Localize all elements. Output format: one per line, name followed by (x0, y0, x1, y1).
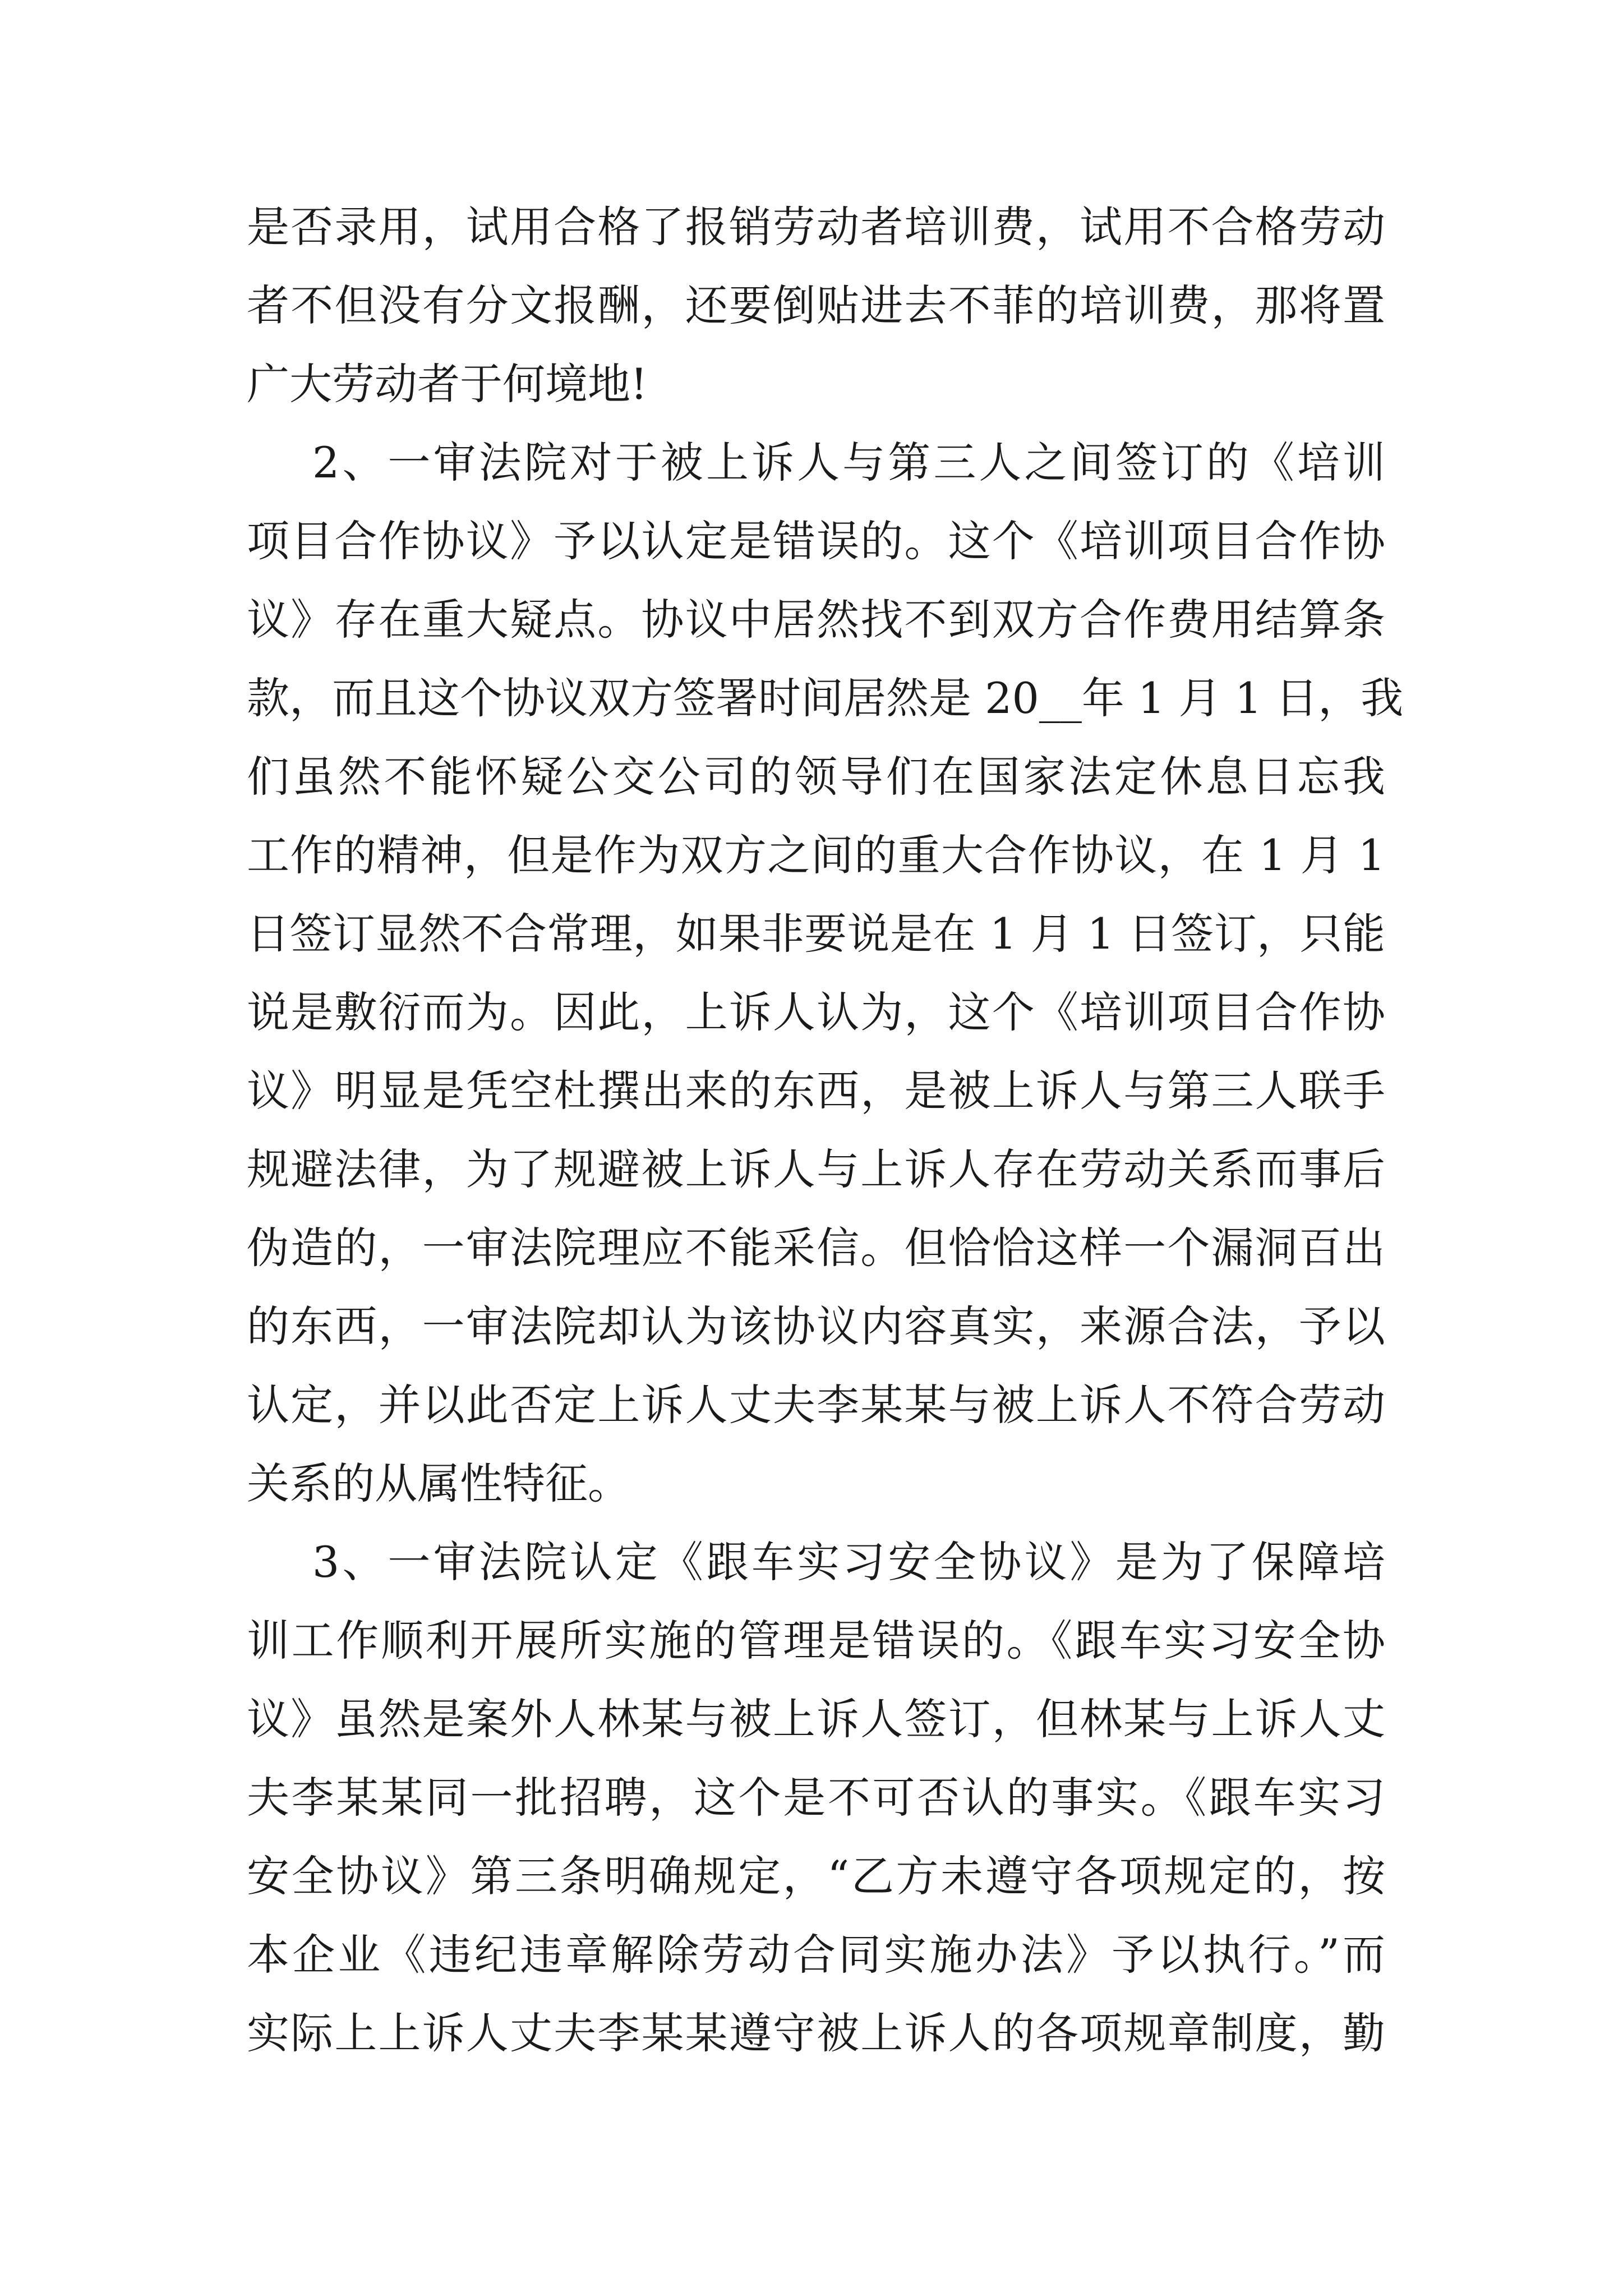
text-line: 训工作顺利开展所实施的管理是错误的。《跟车实习安全协 (247, 1616, 1385, 1665)
text-line: 规避法律，为了规避被上诉人与上诉人存在劳动关系而事后 (247, 1144, 1385, 1194)
text-line: 广大劳动者于何境地! (247, 359, 648, 409)
text-line: 日签订显然不合常理，如果非要说是在 1 月 1 日签订，只能 (247, 909, 1385, 959)
text-line: 伪造的，一审法院理应不能采信。但恰恰这样一个漏洞百出 (247, 1223, 1385, 1273)
text-line: 3、一审法院认定《跟车实习安全协议》是为了保障培 (247, 1537, 1385, 1587)
text-line: 者不但没有分文报酬，还要倒贴进去不菲的培训费，那将置 (247, 280, 1385, 330)
text-line: 议》存在重大疑点。协议中居然找不到双方合作费用结算条 (247, 595, 1385, 645)
text-line: 本企业《违纪违章解除劳动合同实施办法》予以执行。”而 (247, 1930, 1385, 1980)
text-line: 议》明显是凭空杜撰出来的东西，是被上诉人与第三人联手 (247, 1066, 1385, 1116)
text-line: 是否录用，试用合格了报销劳动者培训费，试用不合格劳动 (247, 202, 1385, 252)
text-line: 们虽然不能怀疑公交公司的领导们在国家法定休息日忘我 (247, 752, 1385, 802)
text-line: 款，而且这个协议双方签署时间居然是 20__年 1 月 1 日，我 (247, 673, 1404, 723)
text-line: 工作的精神，但是作为双方之间的重大合作协议，在 1 月 1 (247, 830, 1385, 880)
text-line: 实际上上诉人丈夫李某某遵守被上诉人的各项规章制度，勤 (247, 2008, 1385, 2058)
text-line: 夫李某某同一批招聘，这个是不可否认的事实。《跟车实习 (247, 1773, 1385, 1823)
text-line: 安全协议》第三条明确规定，“乙方未遵守各项规定的，按 (247, 1851, 1385, 1901)
text-line: 议》虽然是案外人林某与被上诉人签订，但林某与上诉人丈 (247, 1694, 1385, 1744)
text-line: 关系的从属性特征。 (247, 1458, 630, 1508)
text-line: 2、一审法院对于被上诉人与第三人之间签订的《培训 (247, 438, 1385, 487)
text-line: 的东西，一审法院却认为该协议内容真实，来源合法，予以 (247, 1301, 1385, 1351)
text-line: 说是敷衍而为。因此，上诉人认为，这个《培训项目合作协 (247, 987, 1385, 1037)
text-line: 项目合作协议》予以认定是错误的。这个《培训项目合作协 (247, 516, 1385, 566)
text-line: 认定，并以此否定上诉人丈夫李某某与被上诉人不符合劳动 (247, 1380, 1385, 1430)
